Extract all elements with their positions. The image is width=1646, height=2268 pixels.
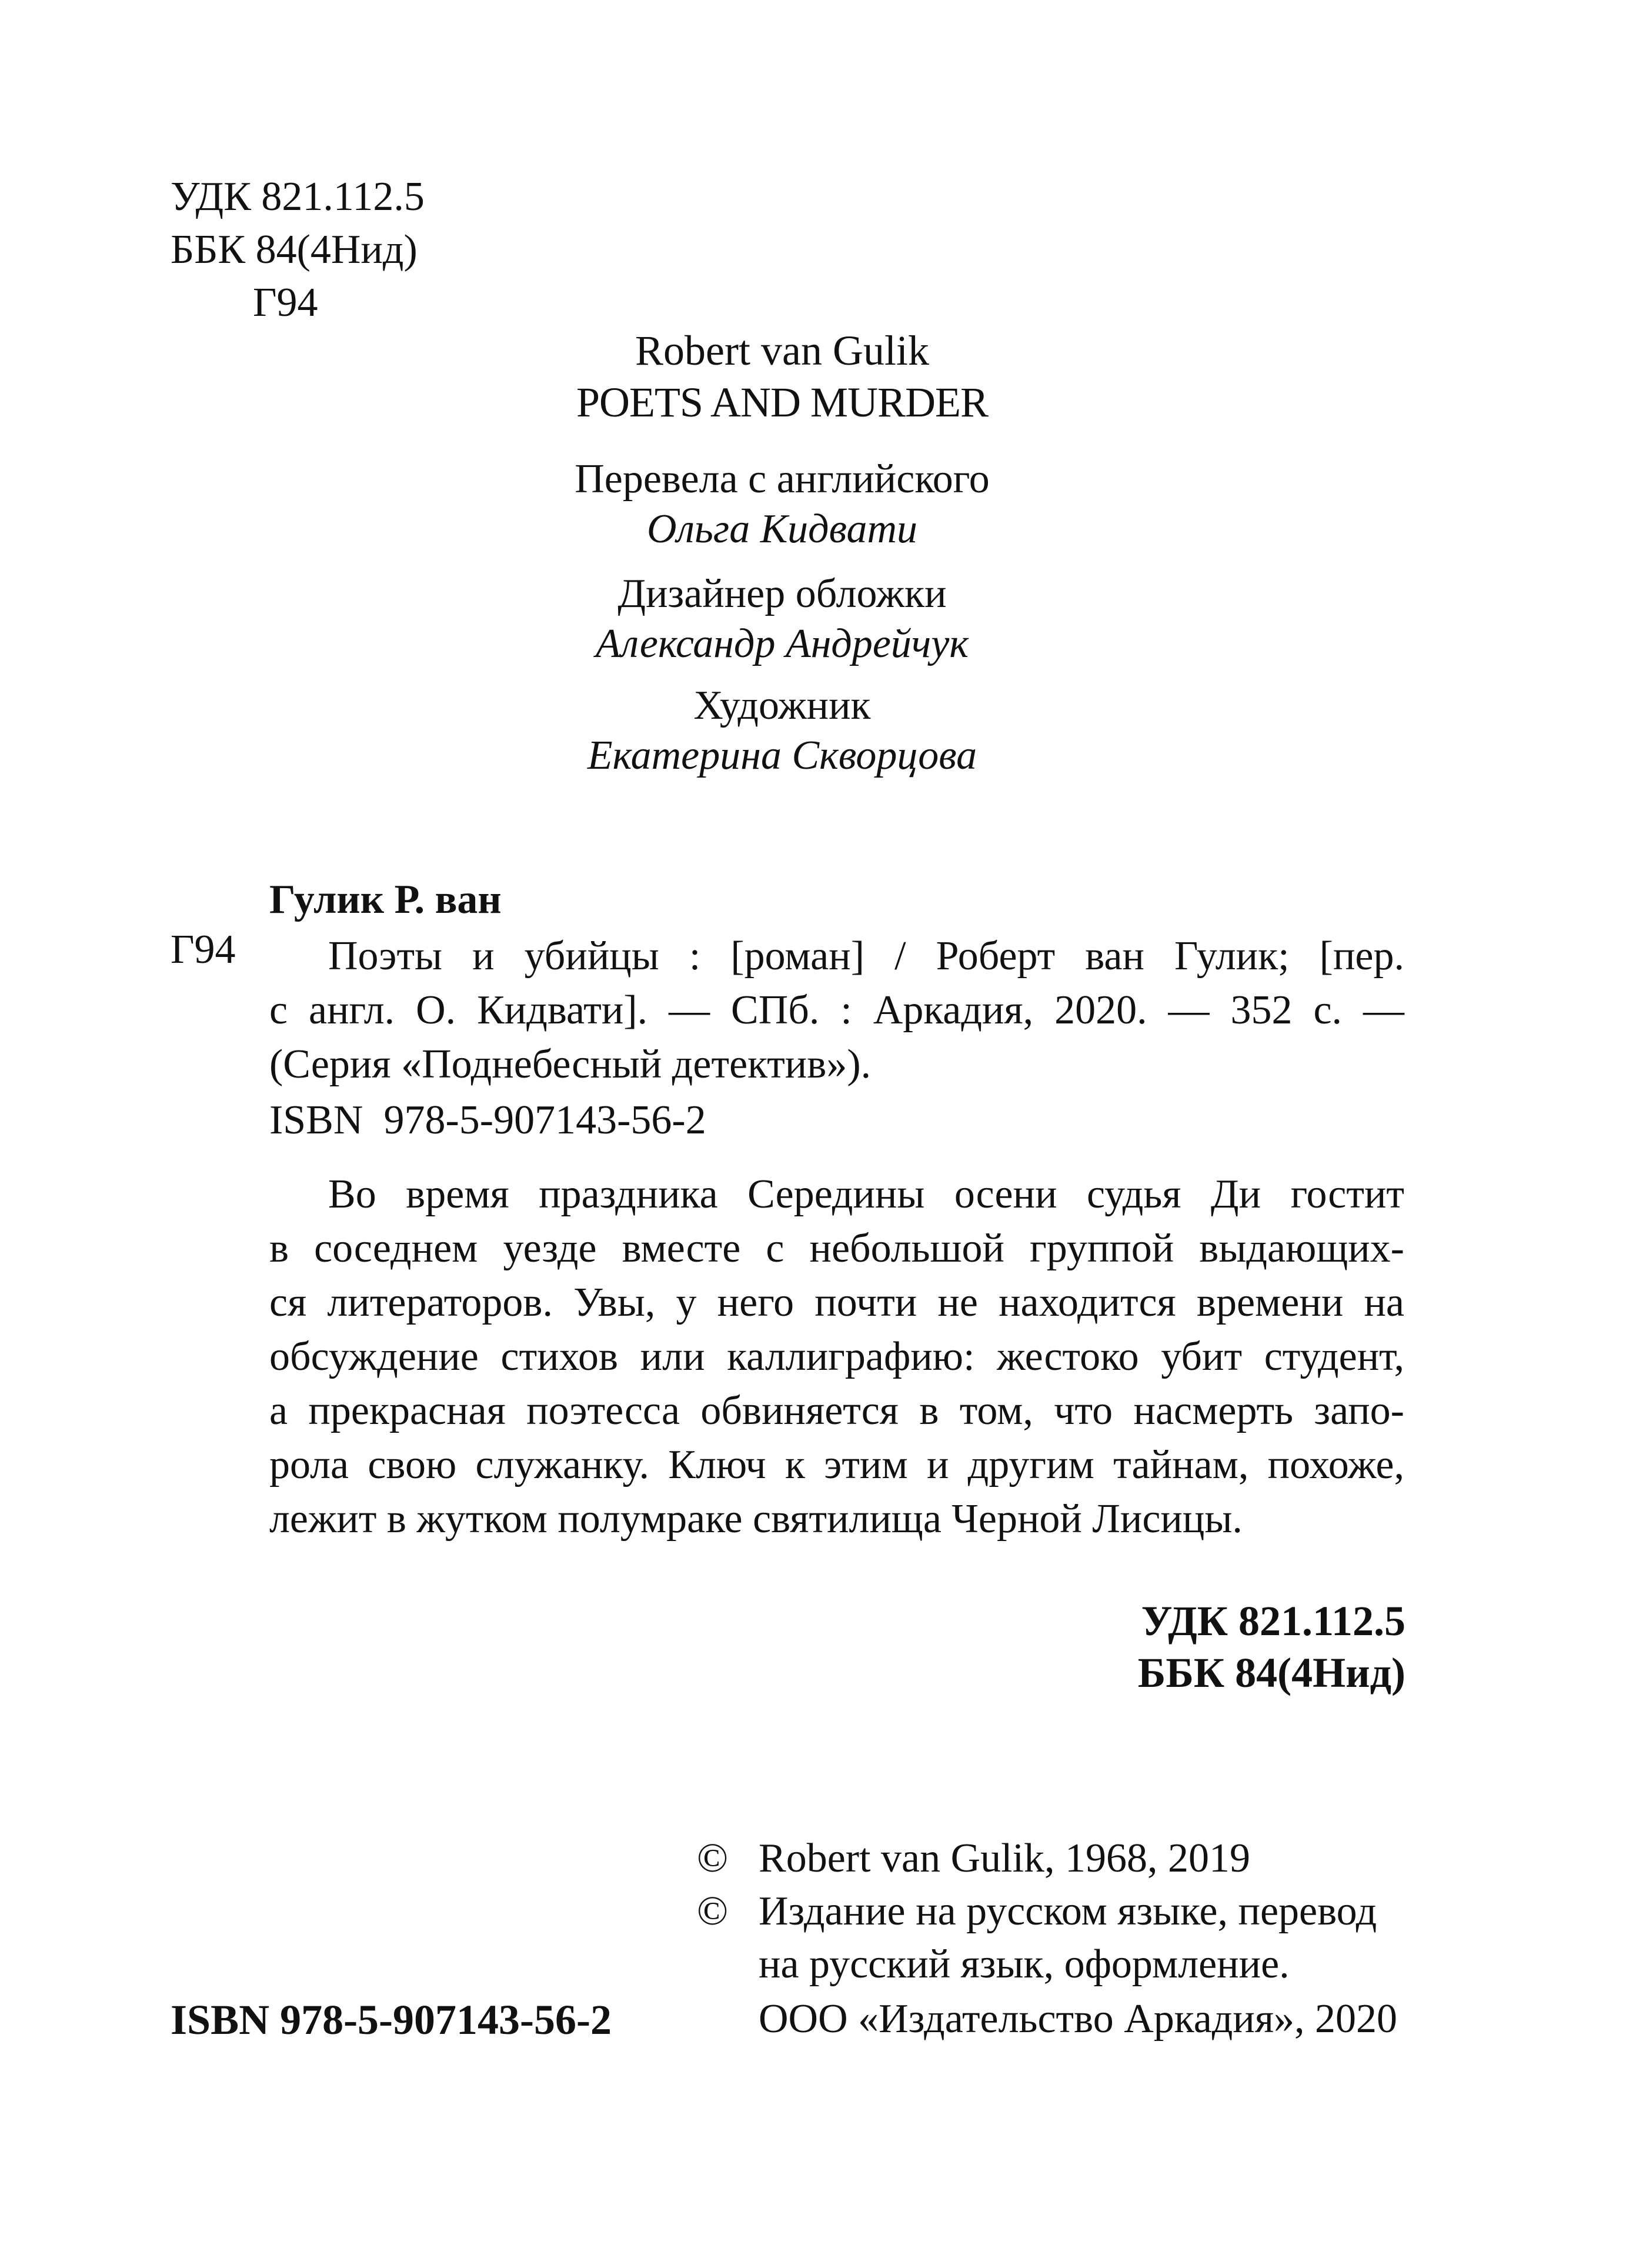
annotation-line: а прекрасная поэтесса обвиняется в том, что насмерть запо-: [269, 1388, 1404, 1433]
copyright-symbol-2: ©: [697, 1889, 729, 1934]
annotation: [269, 1168, 1404, 1546]
annotation-line: рола свою служанку. Ключ к этим и другим тайнам, похоже,: [269, 1442, 1404, 1487]
catalog-description-line: с англ. О. Кидвати]. — СПб. : Аркадия, 2020. — 352 с. —: [269, 988, 1404, 1033]
catalog-description-line: Поэты и убийцы : [роман] / Роберт ван Гулик; [пер.: [328, 933, 1404, 979]
annotation-line: в соседнем уезде вместе с небольшой группой выдающих-: [269, 1226, 1404, 1271]
catalog-author-mark: Г94: [171, 927, 236, 972]
original-title: POETS AND MURDER: [576, 379, 989, 426]
copyright-line-2a: Издание на русском языке, перевод: [759, 1889, 1377, 1934]
catalog-isbn: ISBN 978-5-907143-56-2: [269, 1098, 706, 1143]
author-mark-top: Г94: [253, 280, 318, 325]
copyright-line-2c: ООО «Издательство Аркадия», 2020: [759, 1996, 1398, 2042]
bbk-code-top: ББК 84(4Нид): [171, 227, 418, 272]
cover-designer-role: Дизайнер обложки: [617, 571, 947, 616]
annotation-line: Во время праздника Середины осени судья Ди гостит: [328, 1172, 1404, 1217]
udk-code-bottom: УДК 821.112.5: [1141, 1597, 1405, 1645]
cover-designer-name: Александр Андрейчук: [595, 621, 969, 666]
catalog-heading: Гулик Р. ван: [269, 877, 502, 922]
bbk-code-bottom: ББК 84(4Нид): [1137, 1649, 1405, 1696]
annotation-line: ся литераторов. Увы, у него почти не находится времени на: [269, 1280, 1404, 1325]
udk-code-top: УДК 821.112.5: [171, 174, 425, 219]
translator-role: Перевела с английского: [575, 456, 990, 502]
annotation-line: лежит в жутком полумраке святилища Черной Лисицы.: [269, 1496, 1243, 1542]
catalog-description: [269, 929, 1404, 1092]
copyright-symbol-1: ©: [697, 1836, 729, 1881]
catalog-description-line: (Серия «Поднебесный детектив»).: [269, 1042, 872, 1087]
artist-name: Екатерина Скворцова: [587, 733, 977, 778]
annotation-line: обсуждение стихов или каллиграфию: жестоко убит студент,: [269, 1334, 1404, 1379]
copyright-line-1: Robert van Gulik, 1968, 2019: [759, 1836, 1251, 1881]
copyright-line-2b: на русский язык, оформление.: [759, 1942, 1290, 1987]
artist-role: Художник: [693, 683, 871, 728]
original-author: Robert van Gulik: [635, 327, 929, 374]
translator-name: Ольга Кидвати: [646, 506, 918, 552]
isbn-bottom: ISBN 978-5-907143-56-2: [171, 1996, 612, 2043]
